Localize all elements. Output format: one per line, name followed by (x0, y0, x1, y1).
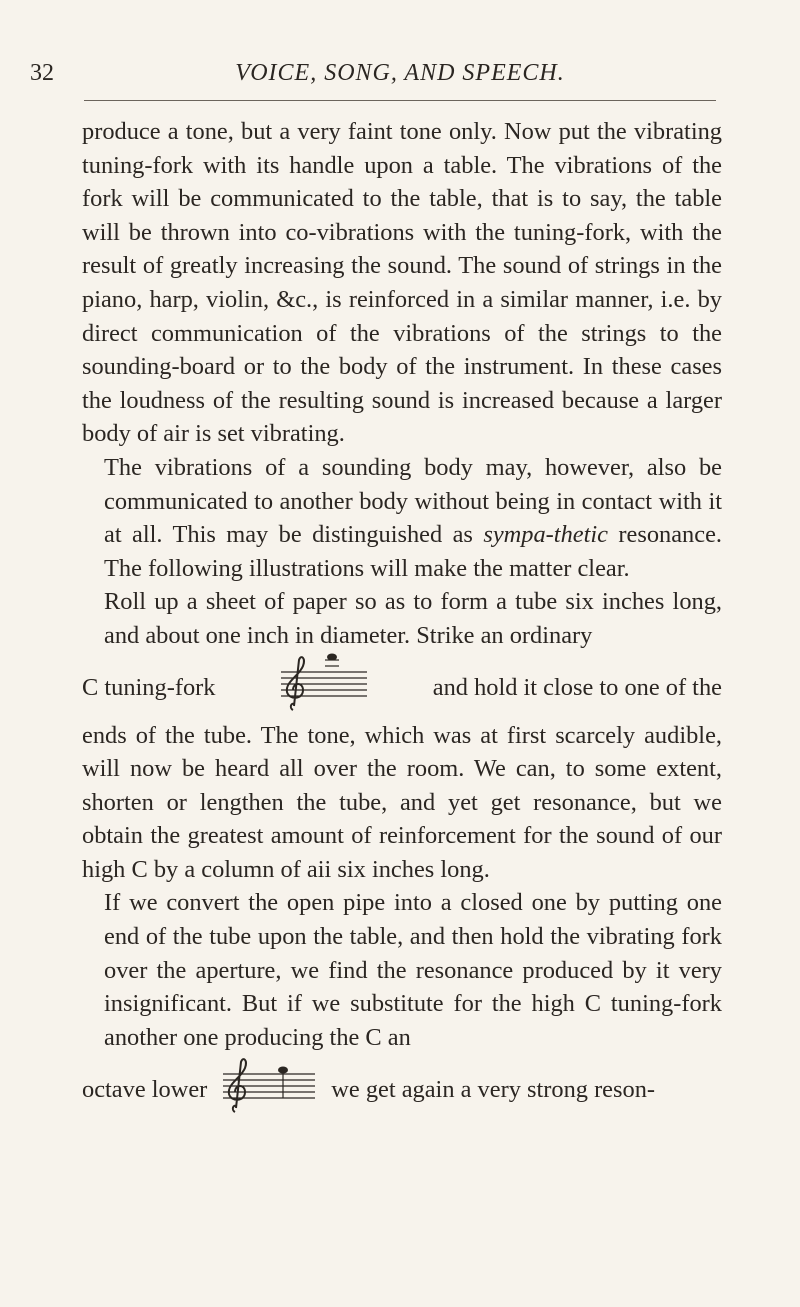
music-line-1-left: C tuning-fork (82, 673, 216, 701)
paragraph-3-continued: ends of the tube. The tone, which was at first scarcely audible, will now be heard all over the room. We can, to some extent, shorten or lengthen the tube, and yet get resonance, but we obtain the greatest amount of reinforcement for the sound of our high C by a column of aii six inches long. (82, 721, 722, 883)
music-line-1 (82, 657, 722, 719)
paragraph-2-text-a: The vibrations of a sounding body may, however, also be communicated to another body without being in contact with it at all. This may be distinguished as (104, 453, 722, 549)
music-line-1-right: and hold it close to one of the (432, 673, 722, 701)
treble-clef-icon (279, 652, 369, 714)
page-header (30, 56, 770, 96)
paragraph-3: Roll up a sheet of paper so as to form a tube six inches long, and about one inch in diameter. Strike an ordinary (104, 588, 722, 649)
paragraph-2-text-b: resonance. The following illustrations will make the matter clear. (104, 521, 723, 582)
page-number: 32 (30, 60, 54, 86)
paragraph-2 (82, 451, 722, 585)
running-title: VOICE, SONG, AND SPEECH. (235, 60, 565, 86)
header-rule (84, 100, 716, 101)
paragraph-4: If we convert the open pipe into a closed one by putting one end of the tube upon the table, and then hold the vibrating fork over the aperture, we find the resonance produced by it very insignificant. But if we substitute for the high C tuning-fork another one producing the C an (104, 889, 722, 1051)
music-staff-c-octave-lower (221, 1054, 317, 1126)
paragraph-1: produce a tone, but a very faint tone only. Now put the vibrating tuning-fork with its handle upon a table. The vibrations of the fork will be communicated to the table, that is to say, the table will be thrown into co-vibrations with the tuning-fork, with the result of greatly increasing the sound. The sound of strings in the piano, harp, violin, &c., is reinforced in a similar manner, i.e. by direct communication of the vibrations of the strings to the sounding-board or to the body of the instrument. In these cases the loudness of the resulting sound is increased because a larger body of air is set vibrating. (82, 118, 722, 448)
music-line-2-right: we get again a very strong reson- (331, 1075, 656, 1103)
music-line-2 (82, 1058, 722, 1120)
paragraph-2-emphasis: sympa-thetic (483, 521, 608, 549)
treble-clef-icon (221, 1054, 317, 1116)
music-line-2-left: octave lower (82, 1075, 208, 1103)
music-staff-high-c (279, 652, 369, 724)
page-body (82, 115, 722, 1120)
